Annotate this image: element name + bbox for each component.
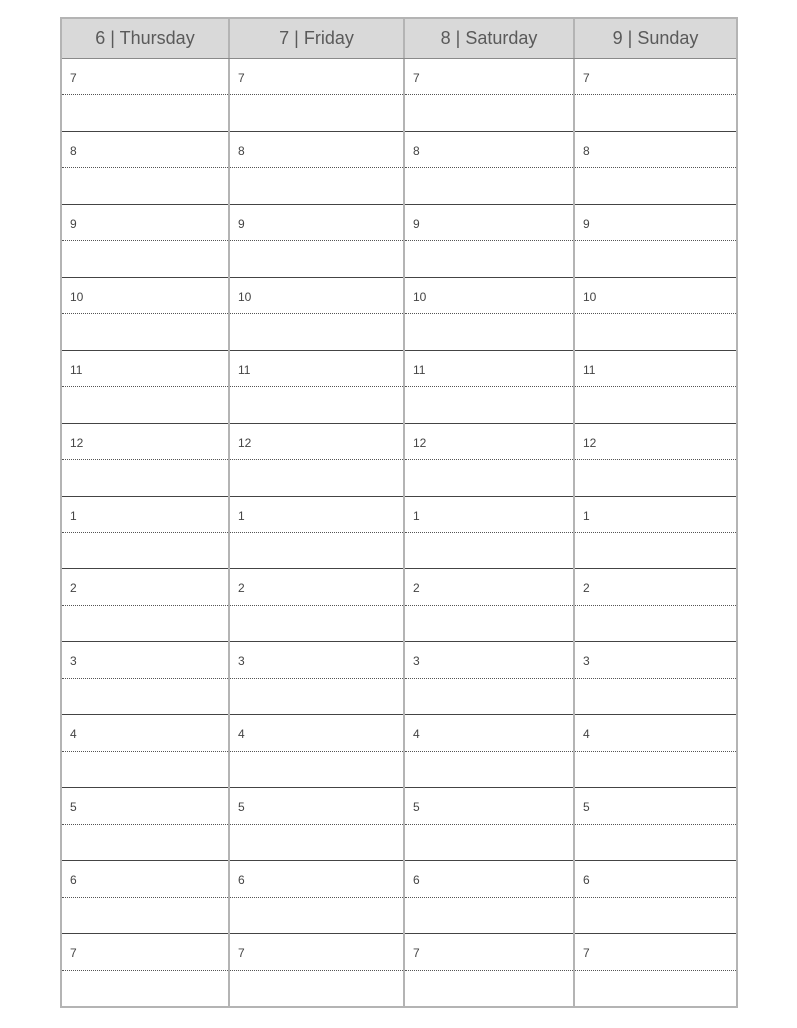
hour-slot-lower-line[interactable] (62, 971, 228, 1006)
hour-slot[interactable] (230, 424, 403, 497)
hour-slot[interactable] (230, 351, 403, 424)
hour-label: 3 (413, 654, 420, 669)
hour-slot-lower-line[interactable] (405, 606, 573, 641)
hour-slot-lower-line[interactable] (405, 460, 573, 495)
hour-label: 12 (413, 435, 427, 450)
hour-slot[interactable] (62, 788, 228, 861)
hour-label: 5 (70, 800, 77, 815)
hour-slot-lower-line[interactable] (230, 168, 403, 203)
hour-label: 8 (413, 143, 420, 158)
hour-slot-lower-line[interactable] (575, 971, 736, 1006)
hour-label: 5 (583, 800, 590, 815)
hour-slot-upper-line[interactable] (230, 934, 403, 970)
hour-label: 3 (70, 654, 77, 669)
hour-slot-upper-line[interactable] (62, 497, 228, 533)
hour-slot-lower-line[interactable] (575, 241, 736, 276)
hour-slot-lower-line[interactable] (405, 825, 573, 860)
hour-slot-upper-line[interactable] (230, 59, 403, 95)
hour-slot-upper-line[interactable] (405, 351, 573, 387)
hour-slot[interactable] (575, 59, 736, 132)
hour-slot-lower-line[interactable] (230, 314, 403, 349)
hour-slot-lower-line[interactable] (575, 95, 736, 130)
hour-slot[interactable] (62, 59, 228, 132)
hour-slot-lower-line[interactable] (230, 898, 403, 933)
hour-slot[interactable] (575, 642, 736, 715)
hour-slot-lower-line[interactable] (575, 898, 736, 933)
hour-slot-lower-line[interactable] (62, 825, 228, 860)
hour-slot-lower-line[interactable] (405, 679, 573, 714)
hour-slot-lower-line[interactable] (575, 825, 736, 860)
hour-label: 4 (238, 727, 245, 742)
hour-slot[interactable] (575, 861, 736, 934)
hour-slot-lower-line[interactable] (575, 606, 736, 641)
hour-slot-upper-line[interactable] (62, 788, 228, 824)
hour-label: 1 (413, 508, 420, 523)
hour-slot-lower-line[interactable] (405, 971, 573, 1006)
hour-slot-lower-line[interactable] (62, 241, 228, 276)
hour-slot[interactable] (405, 424, 573, 497)
hour-label: 6 (413, 873, 420, 888)
hour-label: 12 (70, 435, 84, 450)
hour-slot[interactable] (230, 788, 403, 861)
hour-label: 7 (583, 946, 590, 961)
hour-slot-upper-line[interactable] (405, 788, 573, 824)
hour-label: 11 (413, 362, 426, 377)
hour-slot-upper-line[interactable] (575, 497, 736, 533)
hour-slot[interactable] (575, 132, 736, 205)
hour-slot[interactable] (62, 497, 228, 570)
hour-slot[interactable] (575, 424, 736, 497)
hour-label: 5 (238, 800, 245, 815)
hour-slot-upper-line[interactable] (575, 59, 736, 95)
hour-slot-lower-line[interactable] (230, 387, 403, 422)
hour-slot-lower-line[interactable] (62, 679, 228, 714)
hour-slot-upper-line[interactable] (230, 715, 403, 751)
hour-slot[interactable] (62, 278, 228, 351)
hour-slot-upper-line[interactable] (575, 934, 736, 970)
hour-slot-upper-line[interactable] (62, 642, 228, 678)
hour-slot-lower-line[interactable] (575, 387, 736, 422)
hour-slot[interactable] (230, 861, 403, 934)
hour-slot-upper-line[interactable] (405, 205, 573, 241)
hour-slot[interactable] (62, 351, 228, 424)
hour-slot-upper-line[interactable] (575, 642, 736, 678)
day-header-saturday: 8 | Saturday (405, 19, 575, 58)
hour-slot-lower-line[interactable] (405, 387, 573, 422)
hour-slot[interactable] (230, 132, 403, 205)
hour-slot[interactable] (230, 715, 403, 788)
day-header-friday: 7 | Friday (230, 19, 405, 58)
hour-slot-upper-line[interactable] (62, 205, 228, 241)
hour-slot-lower-line[interactable] (62, 387, 228, 422)
day-column-friday (230, 59, 405, 1006)
hour-label: 3 (583, 654, 590, 669)
day-column-thursday (62, 59, 230, 1006)
hour-label: 8 (583, 143, 590, 158)
hour-label: 1 (583, 508, 590, 523)
hour-slot-lower-line[interactable] (230, 95, 403, 130)
hour-slot-upper-line[interactable] (575, 351, 736, 387)
hour-slot[interactable] (62, 205, 228, 278)
day-column-sunday (575, 59, 736, 1006)
hour-slot[interactable] (405, 934, 573, 1006)
hour-label: 4 (413, 727, 420, 742)
hour-slot[interactable] (230, 642, 403, 715)
hour-label: 11 (70, 362, 83, 377)
hour-slot-lower-line[interactable] (230, 533, 403, 568)
hour-slot-lower-line[interactable] (62, 314, 228, 349)
hour-slot-upper-line[interactable] (405, 132, 573, 168)
hour-slot-lower-line[interactable] (62, 168, 228, 203)
hour-slot-lower-line[interactable] (575, 533, 736, 568)
hour-slot-lower-line[interactable] (575, 679, 736, 714)
hour-label: 10 (70, 289, 84, 304)
hour-slot-upper-line[interactable] (405, 497, 573, 533)
hour-label: 7 (70, 71, 77, 85)
hour-slot[interactable] (575, 278, 736, 351)
hour-label: 2 (413, 581, 420, 596)
hour-slot-lower-line[interactable] (62, 95, 228, 130)
hour-label: 10 (413, 289, 427, 304)
hour-slot-upper-line[interactable] (405, 59, 573, 95)
hour-slot-lower-line[interactable] (405, 314, 573, 349)
hour-slot-upper-line[interactable] (230, 132, 403, 168)
hour-slot-lower-line[interactable] (405, 241, 573, 276)
hour-slot-upper-line[interactable] (230, 569, 403, 605)
hour-label: 7 (238, 71, 245, 85)
hour-slot[interactable] (405, 788, 573, 861)
hour-label: 5 (413, 800, 420, 815)
hour-slot-upper-line[interactable] (230, 205, 403, 241)
hour-label: 11 (583, 362, 596, 377)
hour-label: 4 (70, 727, 77, 742)
hour-slot-upper-line[interactable] (62, 351, 228, 387)
hour-slot[interactable] (575, 934, 736, 1006)
hour-slot-lower-line[interactable] (62, 898, 228, 933)
hour-slot[interactable] (62, 424, 228, 497)
hour-label: 12 (238, 435, 252, 450)
hour-slot[interactable] (230, 205, 403, 278)
hour-slot[interactable] (230, 934, 403, 1006)
hour-slot-upper-line[interactable] (62, 569, 228, 605)
hour-slot-upper-line[interactable] (230, 861, 403, 897)
hour-label: 9 (238, 216, 245, 231)
time-grid (62, 59, 736, 1006)
hour-slot-lower-line[interactable] (230, 679, 403, 714)
hour-slot-lower-line[interactable] (230, 606, 403, 641)
hour-slot[interactable] (230, 569, 403, 642)
day-header-thursday: 6 | Thursday (62, 19, 230, 58)
hour-slot-upper-line[interactable] (230, 351, 403, 387)
hour-slot-lower-line[interactable] (230, 460, 403, 495)
hour-slot[interactable] (230, 278, 403, 351)
hour-label: 7 (238, 946, 245, 961)
hour-slot[interactable] (62, 934, 228, 1006)
hour-label: 6 (583, 873, 590, 888)
hour-slot[interactable] (575, 497, 736, 570)
hour-slot[interactable] (62, 642, 228, 715)
hour-slot-upper-line[interactable] (230, 424, 403, 460)
hour-slot[interactable] (405, 132, 573, 205)
hour-label: 9 (70, 216, 77, 231)
hour-slot-upper-line[interactable] (62, 861, 228, 897)
hour-slot[interactable] (405, 278, 573, 351)
hour-label: 9 (583, 216, 590, 231)
hour-slot-upper-line[interactable] (575, 205, 736, 241)
hour-slot[interactable] (230, 497, 403, 570)
hour-slot-upper-line[interactable] (405, 569, 573, 605)
hour-slot[interactable] (405, 351, 573, 424)
hour-label: 8 (70, 143, 77, 158)
hour-slot-upper-line[interactable] (405, 278, 573, 314)
hour-slot-upper-line[interactable] (575, 861, 736, 897)
hour-slot-upper-line[interactable] (405, 934, 573, 970)
hour-label: 9 (413, 216, 420, 231)
hour-slot-lower-line[interactable] (405, 752, 573, 787)
hour-slot[interactable] (62, 861, 228, 934)
hour-slot-upper-line[interactable] (62, 132, 228, 168)
hour-label: 4 (583, 727, 590, 742)
hour-slot[interactable] (575, 205, 736, 278)
hour-slot-upper-line[interactable] (62, 934, 228, 970)
hour-slot-lower-line[interactable] (575, 168, 736, 203)
hour-slot-lower-line[interactable] (405, 898, 573, 933)
hour-slot-upper-line[interactable] (230, 788, 403, 824)
hour-slot-lower-line[interactable] (405, 168, 573, 203)
hour-slot[interactable] (62, 715, 228, 788)
hour-slot[interactable] (230, 59, 403, 132)
hour-slot-upper-line[interactable] (575, 278, 736, 314)
hour-label: 2 (583, 581, 590, 596)
hour-slot-lower-line[interactable] (62, 752, 228, 787)
hour-slot[interactable] (575, 569, 736, 642)
hour-label: 2 (238, 581, 245, 596)
hour-slot-lower-line[interactable] (405, 95, 573, 130)
hour-slot-upper-line[interactable] (62, 715, 228, 751)
day-header-sunday: 9 | Sunday (612, 28, 699, 48)
hour-slot-lower-line[interactable] (575, 752, 736, 787)
hour-label: 11 (238, 362, 251, 377)
hour-slot-lower-line[interactable] (62, 606, 228, 641)
hour-slot[interactable] (405, 205, 573, 278)
hour-slot-lower-line[interactable] (62, 460, 228, 495)
weekly-planner (60, 17, 738, 1008)
hour-slot-upper-line[interactable] (575, 788, 736, 824)
hour-slot[interactable] (575, 788, 736, 861)
hour-slot-upper-line[interactable] (405, 715, 573, 751)
hour-slot-lower-line[interactable] (230, 241, 403, 276)
hour-slot-upper-line[interactable] (405, 424, 573, 460)
hour-label: 6 (238, 873, 245, 888)
hour-slot-lower-line[interactable] (405, 533, 573, 568)
hour-label: 10 (238, 289, 252, 304)
day-column-saturday (405, 59, 575, 1006)
day-header-row (62, 19, 736, 59)
hour-slot-upper-line[interactable] (230, 642, 403, 678)
hour-slot[interactable] (575, 715, 736, 788)
hour-slot-upper-line[interactable] (575, 569, 736, 605)
hour-slot-upper-line[interactable] (62, 59, 228, 95)
hour-slot[interactable] (575, 351, 736, 424)
hour-slot[interactable] (405, 497, 573, 570)
hour-label: 12 (583, 435, 597, 450)
hour-slot-upper-line[interactable] (575, 424, 736, 460)
hour-label: 8 (238, 143, 245, 158)
hour-slot-upper-line[interactable] (62, 278, 228, 314)
hour-slot-upper-line[interactable] (405, 642, 573, 678)
hour-slot-lower-line[interactable] (575, 314, 736, 349)
hour-slot[interactable] (405, 59, 573, 132)
hour-label: 1 (238, 508, 245, 523)
hour-slot[interactable] (405, 715, 573, 788)
hour-slot[interactable] (405, 861, 573, 934)
hour-slot[interactable] (62, 569, 228, 642)
hour-slot-upper-line[interactable] (230, 278, 403, 314)
hour-label: 2 (70, 581, 77, 596)
hour-slot-upper-line[interactable] (405, 861, 573, 897)
hour-label: 7 (583, 71, 590, 85)
hour-slot-lower-line[interactable] (575, 460, 736, 495)
hour-label: 7 (413, 946, 420, 961)
hour-label: 10 (583, 289, 597, 304)
hour-slot[interactable] (405, 569, 573, 642)
hour-label: 7 (413, 71, 420, 85)
hour-slot[interactable] (405, 642, 573, 715)
hour-slot-lower-line[interactable] (62, 533, 228, 568)
hour-label: 6 (70, 873, 77, 888)
hour-slot-upper-line[interactable] (230, 497, 403, 533)
hour-label: 1 (70, 508, 77, 523)
hour-slot[interactable] (62, 132, 228, 205)
hour-slot-lower-line[interactable] (230, 752, 403, 787)
hour-slot-lower-line[interactable] (230, 971, 403, 1006)
hour-slot-upper-line[interactable] (62, 424, 228, 460)
hour-slot-upper-line[interactable] (575, 132, 736, 168)
hour-label: 7 (70, 946, 77, 961)
hour-label: 3 (238, 654, 245, 669)
hour-slot-upper-line[interactable] (575, 715, 736, 751)
hour-slot-lower-line[interactable] (230, 825, 403, 860)
